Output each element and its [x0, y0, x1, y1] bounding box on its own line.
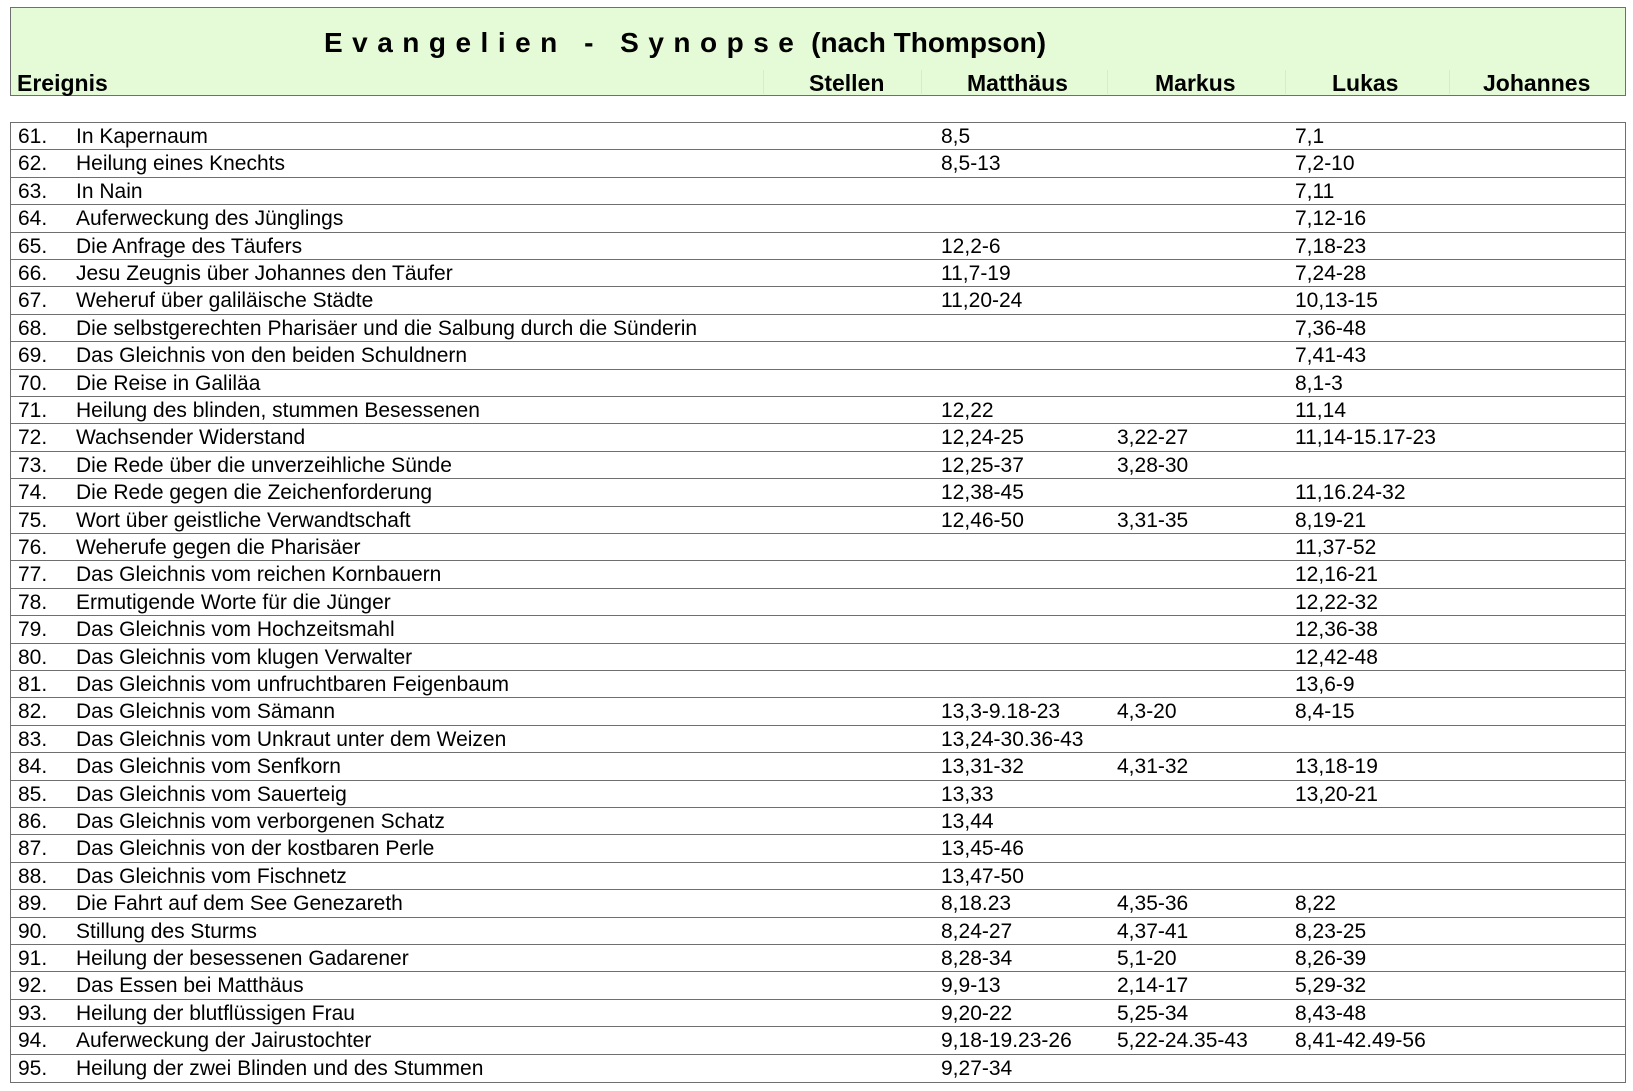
matthew-ref: 13,3-9.18-23 — [941, 700, 1061, 724]
row-number: 71. — [18, 399, 48, 422]
event-name: In Nain — [76, 179, 143, 203]
column-header-matthew: Matthäus — [967, 70, 1068, 96]
table-row — [11, 123, 1625, 150]
matthew-ref: 12,25-37 — [941, 453, 1024, 477]
table-row — [11, 972, 1625, 999]
mark-ref: 3,22-27 — [1117, 426, 1189, 450]
row-number: 74. — [18, 481, 48, 505]
event-name: Das Gleichnis vom Unkraut unter dem Weizen — [76, 727, 507, 751]
luke-ref: 13,6-9 — [1295, 673, 1355, 696]
event-name: Das Gleichnis vom Hochzeitsmahl — [76, 618, 395, 642]
table-row — [11, 150, 1625, 177]
event-name: Weheruf über galiläische Städte — [76, 289, 374, 313]
event-name: Auferweckung der Jairustochter — [76, 1029, 372, 1053]
event-name: Heilung der zwei Blinden und des Stummen — [76, 1056, 484, 1080]
table-row — [11, 315, 1625, 342]
luke-ref: 7,1 — [1295, 125, 1325, 148]
matthew-ref: 9,18-19.23-26 — [941, 1029, 1072, 1053]
event-name: Heilung des blinden, stummen Besessenen — [76, 399, 480, 422]
luke-ref: 11,37-52 — [1295, 536, 1377, 559]
column-header-mark: Markus — [1155, 70, 1236, 96]
row-number: 61. — [18, 125, 48, 148]
row-number: 68. — [18, 316, 48, 340]
row-number: 92. — [18, 974, 48, 998]
luke-ref: 11,16.24-32 — [1295, 481, 1406, 505]
mark-ref: 5,22-24.35-43 — [1117, 1029, 1248, 1053]
matthew-ref: 8,5 — [941, 125, 971, 148]
row-number: 70. — [18, 371, 48, 395]
luke-ref: 7,2-10 — [1295, 152, 1355, 176]
matthew-ref: 9,9-13 — [941, 974, 1001, 998]
luke-ref: 12,36-38 — [1295, 618, 1378, 642]
event-name: Stillung des Sturms — [76, 919, 257, 943]
mark-ref: 3,31-35 — [1117, 508, 1189, 532]
row-number: 67. — [18, 289, 48, 313]
row-number: 95. — [18, 1056, 48, 1080]
table-row — [11, 397, 1625, 424]
event-name: Das Gleichnis vom verborgenen Schatz — [76, 810, 445, 833]
table-row — [11, 808, 1625, 835]
row-number: 73. — [18, 453, 48, 477]
matthew-ref: 11,20-24 — [941, 289, 1023, 313]
luke-ref: 7,36-48 — [1295, 316, 1367, 340]
mark-ref: 3,28-30 — [1117, 453, 1189, 477]
row-number: 81. — [18, 673, 48, 696]
event-name: Das Gleichnis von der kostbaren Perle — [76, 837, 435, 861]
title-main: Evangelien - Synopse — [323, 27, 804, 58]
luke-ref: 11,14 — [1295, 399, 1346, 422]
luke-ref: 7,24-28 — [1295, 262, 1367, 285]
column-divider — [921, 70, 922, 94]
table-row — [11, 233, 1625, 260]
luke-ref: 8,22 — [1295, 892, 1336, 916]
table-row — [11, 1027, 1625, 1054]
event-name: Die Rede über die unverzeihliche Sünde — [76, 453, 452, 477]
row-number: 77. — [18, 563, 48, 587]
event-name: Das Gleichnis vom Sämann — [76, 700, 336, 724]
row-number: 75. — [18, 508, 48, 532]
mark-ref: 2,14-17 — [1117, 974, 1189, 998]
column-header-john: Johannes — [1483, 70, 1591, 96]
mark-ref: 4,37-41 — [1117, 919, 1189, 943]
mark-ref: 5,25-34 — [1117, 1001, 1189, 1025]
event-name: Ermutigende Worte für die Jünger — [76, 590, 391, 614]
title-suffix: (nach Thompson) — [811, 27, 1047, 58]
event-name: Heilung der blutflüssigen Frau — [76, 1001, 355, 1025]
table-row — [11, 1000, 1625, 1027]
matthew-ref: 12,24-25 — [941, 426, 1024, 450]
luke-ref: 8,43-48 — [1295, 1001, 1367, 1025]
table-row — [11, 945, 1625, 972]
table-row — [11, 890, 1625, 917]
table-row — [11, 644, 1625, 671]
table-row — [11, 698, 1625, 725]
event-name: Die Fahrt auf dem See Genezareth — [76, 892, 403, 916]
row-number: 72. — [18, 426, 48, 450]
row-number: 82. — [18, 700, 48, 724]
mark-ref: 4,31-32 — [1117, 755, 1189, 779]
table-row — [11, 479, 1625, 506]
table-row — [11, 534, 1625, 561]
matthew-ref: 13,24-30.36-43 — [941, 727, 1084, 751]
luke-ref: 8,41-42.49-56 — [1295, 1029, 1426, 1053]
luke-ref: 13,18-19 — [1295, 755, 1378, 779]
event-name: Die Rede gegen die Zeichenforderung — [76, 481, 433, 505]
event-name: Die selbstgerechten Pharisäer und die Salbung durch die Sünderin — [76, 316, 698, 340]
matthew-ref: 12,22 — [941, 399, 994, 422]
matthew-ref: 8,28-34 — [941, 947, 1013, 970]
row-number: 83. — [18, 727, 48, 751]
event-name: In Kapernaum — [76, 125, 208, 148]
table-row — [11, 589, 1625, 616]
row-number: 63. — [18, 179, 48, 203]
event-name: Das Gleichnis von den beiden Schuldnern — [76, 344, 468, 368]
table-row — [11, 671, 1625, 698]
matthew-ref: 13,31-32 — [941, 755, 1024, 779]
table-row — [11, 507, 1625, 534]
row-number: 80. — [18, 645, 48, 669]
luke-ref: 8,19-21 — [1295, 508, 1367, 532]
column-header-luke: Lukas — [1332, 70, 1399, 96]
luke-ref: 7,11 — [1295, 179, 1335, 203]
table-row — [11, 726, 1625, 753]
luke-ref: 11,14-15.17-23 — [1295, 426, 1436, 450]
matthew-ref: 11,7-19 — [941, 262, 1011, 285]
luke-ref: 8,1-3 — [1295, 371, 1343, 395]
matthew-ref: 8,18.23 — [941, 892, 1012, 916]
luke-ref: 8,26-39 — [1295, 947, 1367, 970]
table-row — [11, 918, 1625, 945]
mark-ref: 4,3-20 — [1117, 700, 1177, 724]
row-number: 93. — [18, 1001, 48, 1025]
row-number: 76. — [18, 536, 48, 559]
row-number: 62. — [18, 152, 48, 176]
matthew-ref: 13,45-46 — [941, 837, 1024, 861]
synopsis-table — [10, 122, 1626, 1083]
matthew-ref: 12,2-6 — [941, 234, 1001, 258]
table-row — [11, 287, 1625, 314]
row-number: 69. — [18, 344, 48, 368]
matthew-ref: 9,20-22 — [941, 1001, 1013, 1025]
event-name: Das Essen bei Matthäus — [76, 974, 304, 998]
row-number: 86. — [18, 810, 48, 833]
matthew-ref: 13,47-50 — [941, 864, 1024, 888]
row-number: 64. — [18, 207, 48, 231]
row-number: 94. — [18, 1029, 48, 1053]
column-divider — [763, 70, 764, 94]
column-header-event: Ereignis — [17, 70, 108, 96]
matthew-ref: 13,44 — [941, 810, 994, 833]
table-row — [11, 452, 1625, 479]
event-name: Die Anfrage des Täufers — [76, 234, 303, 258]
luke-ref: 10,13-15 — [1295, 289, 1378, 313]
row-number: 78. — [18, 590, 48, 614]
row-number: 66. — [18, 262, 48, 285]
luke-ref: 12,22-32 — [1295, 590, 1378, 614]
table-row — [11, 178, 1625, 205]
row-number: 88. — [18, 864, 48, 888]
luke-ref: 7,12-16 — [1295, 207, 1367, 231]
matthew-ref: 8,24-27 — [941, 919, 1013, 943]
event-name: Das Gleichnis vom Fischnetz — [76, 864, 347, 888]
luke-ref: 12,16-21 — [1295, 563, 1378, 587]
event-name: Jesu Zeugnis über Johannes den Täufer — [76, 262, 453, 285]
event-name: Auferweckung des Jünglings — [76, 207, 344, 231]
luke-ref: 8,23-25 — [1295, 919, 1367, 943]
mark-ref: 5,1-20 — [1117, 947, 1177, 970]
mark-ref: 4,35-36 — [1117, 892, 1189, 916]
table-row — [11, 370, 1625, 397]
column-divider — [1285, 70, 1286, 94]
luke-ref: 5,29-32 — [1295, 974, 1367, 998]
row-number: 84. — [18, 755, 48, 779]
column-divider — [1107, 70, 1108, 94]
row-number: 85. — [18, 782, 48, 806]
table-row — [11, 753, 1625, 780]
event-name: Wort über geistliche Verwandtschaft — [76, 508, 411, 532]
column-header-refs: Stellen — [809, 70, 885, 96]
table-row — [11, 616, 1625, 643]
row-number: 87. — [18, 837, 48, 861]
table-row — [11, 863, 1625, 890]
table-header — [10, 7, 1626, 96]
event-name: Das Gleichnis vom reichen Kornbauern — [76, 563, 442, 587]
event-name: Das Gleichnis vom unfruchtbaren Feigenbaum — [76, 673, 510, 696]
table-row — [11, 342, 1625, 369]
table-row — [11, 1055, 1625, 1082]
event-name: Das Gleichnis vom klugen Verwalter — [76, 645, 413, 669]
table-row — [11, 260, 1625, 287]
matthew-ref: 13,33 — [941, 782, 994, 806]
table-row — [11, 424, 1625, 451]
matthew-ref: 12,46-50 — [941, 508, 1024, 532]
row-number: 79. — [18, 618, 48, 642]
row-number: 91. — [18, 947, 48, 970]
row-number: 65. — [18, 234, 48, 258]
table-row — [11, 205, 1625, 232]
event-name: Wachsender Widerstand — [76, 426, 306, 450]
table-row — [11, 781, 1625, 808]
event-name: Heilung der besessenen Gadarener — [76, 947, 409, 970]
matthew-ref: 8,5-13 — [941, 152, 1001, 176]
table-row — [11, 561, 1625, 588]
page-title — [11, 27, 1359, 59]
row-number: 89. — [18, 892, 48, 916]
luke-ref: 8,4-15 — [1295, 700, 1355, 724]
event-name: Das Gleichnis vom Sauerteig — [76, 782, 347, 806]
luke-ref: 7,18-23 — [1295, 234, 1367, 258]
row-number: 90. — [18, 919, 48, 943]
event-name: Das Gleichnis vom Senfkorn — [76, 755, 341, 779]
luke-ref: 7,41-43 — [1295, 344, 1367, 368]
column-divider — [1449, 70, 1450, 94]
table-row — [11, 835, 1625, 862]
luke-ref: 13,20-21 — [1295, 782, 1378, 806]
luke-ref: 12,42-48 — [1295, 645, 1378, 669]
matthew-ref: 12,38-45 — [941, 481, 1024, 505]
event-name: Die Reise in Galiläa — [76, 371, 261, 395]
event-name: Heilung eines Knechts — [76, 152, 285, 176]
event-name: Weherufe gegen die Pharisäer — [76, 536, 361, 559]
matthew-ref: 9,27-34 — [941, 1056, 1013, 1080]
